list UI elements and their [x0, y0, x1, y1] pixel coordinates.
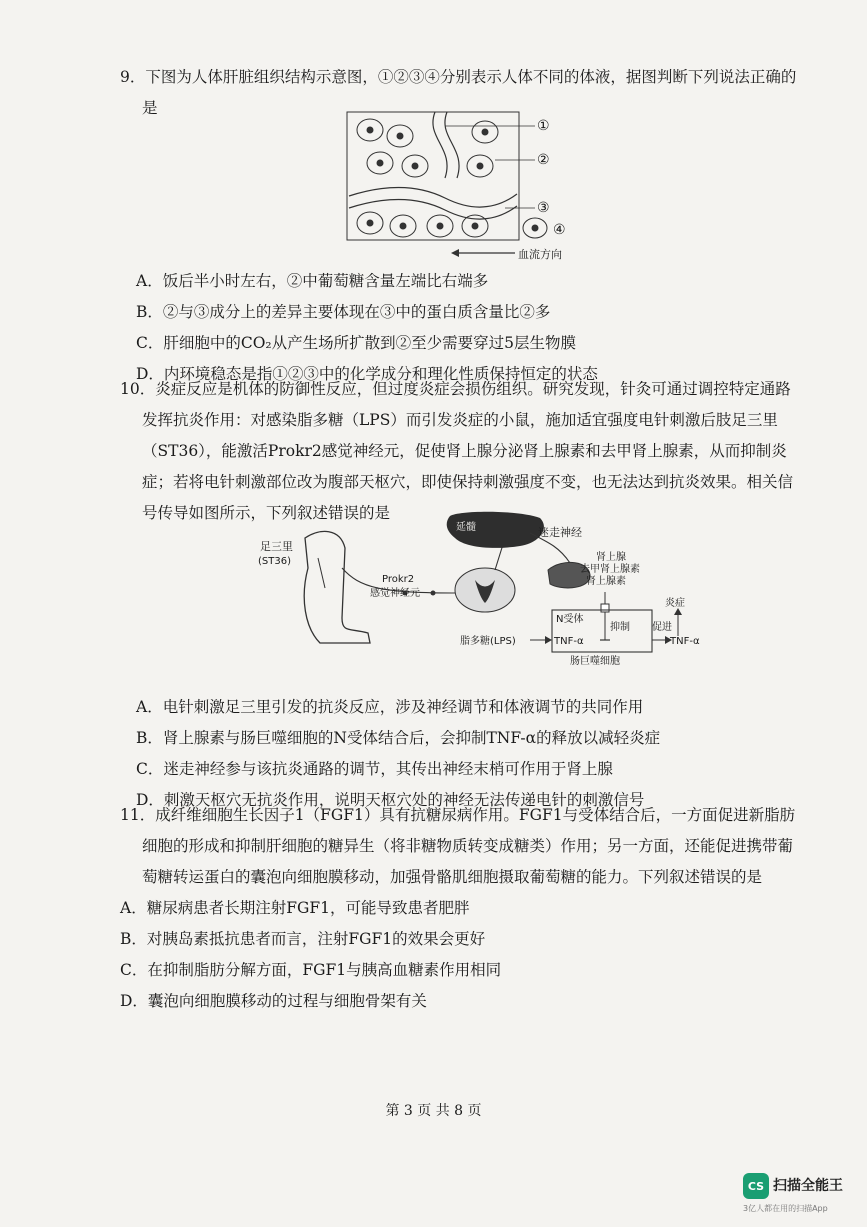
q11-option-d[interactable]: D．囊泡向细胞膜移动的过程与细胞骨架有关 — [120, 992, 427, 1010]
q9-option-c[interactable]: C．肝细胞中的CO₂从产生场所扩散到②至少需要穿过5层生物膜 — [136, 334, 577, 352]
q10-option-a[interactable]: A．电针刺激足三里引发的抗炎反应，涉及神经调节和体液调节的共同作用 — [136, 698, 644, 716]
fig-promote: 促进 — [652, 622, 672, 633]
q10-option-d[interactable]: D．刺激天枢穴无抗炎作用，说明天枢穴处的神经无法传递电针的刺激信号 — [136, 791, 645, 809]
question-10 — [120, 374, 800, 529]
fig-vagus-nerve: 迷走神经 — [538, 526, 582, 539]
fig-zusanli: 足三里 — [260, 540, 293, 553]
q11-option-a[interactable]: A．糖尿病患者长期注射FGF1，可能导致患者肥胖 — [120, 899, 470, 917]
question-10-options — [120, 692, 800, 816]
blood-flow-label: 血流方向 — [518, 248, 562, 261]
fig-epinephrine: 肾上腺素 — [586, 576, 626, 587]
question-9-stem: 9．下图为人体肝脏组织结构示意图，①②③④分别表示人体不同的体液，据图判断下列说法正确的是 — [120, 68, 797, 117]
fig-macrophage: 肠巨噬细胞 — [570, 656, 620, 667]
fig-norepinephrine: 去甲肾上腺素 — [580, 564, 640, 575]
fig-tnf-inside: TNF-α — [554, 636, 584, 647]
q10-option-c[interactable]: C．迷走神经参与该抗炎通路的调节，其传出神经末梢可作用于肾上腺 — [136, 760, 613, 778]
signal-pathway-svg — [250, 508, 710, 678]
question-11 — [120, 800, 800, 1017]
q11-option-b[interactable]: B．对胰岛素抵抗患者而言，注射FGF1的效果会更好 — [120, 930, 486, 948]
liver-tissue-diagram — [345, 108, 575, 263]
q11-option-c[interactable]: C．在抑制脂肪分解方面，FGF1与胰高血糖素作用相同 — [120, 961, 502, 979]
liver-tissue-svg — [345, 108, 575, 263]
label-2: ② — [537, 152, 550, 168]
camscanner-logo-icon: CS — [743, 1173, 769, 1199]
camscanner-slogan: 3亿人都在用的扫描App — [743, 1204, 828, 1213]
fig-inflammation: 炎症 — [665, 598, 685, 609]
q9-option-a[interactable]: A．饭后半小时左右，②中葡萄糖含量左端比右端多 — [136, 272, 489, 290]
scanner-watermark — [743, 1169, 855, 1217]
q9-option-d[interactable]: D．内环境稳态是指①②③中的化学成分和理化性质保持恒定的状态 — [136, 365, 598, 383]
fig-adrenal-gland: 肾上腺 — [596, 552, 626, 563]
signal-pathway-diagram — [250, 508, 710, 678]
fig-st36: (ST36) — [258, 556, 291, 567]
page-number: 第 3 页 共 8 页 — [385, 1103, 482, 1119]
fig-lps: 脂多糖(LPS) — [460, 636, 516, 647]
question-10-stem: 10．炎症反应是机体的防御性反应，但过度炎症会损伤组织。研究发现，针灸可通过调控特定通路发挥抗炎作用：对感染脂多糖（LPS）而引发炎症的小鼠，施加适宜强度电针刺激后肢足三里（ST36），能激活Prokr2感觉神经元，促使肾上腺分泌肾上腺素和去甲肾上腺素，从而抑制炎症；若将电针刺激部位改为腹部天枢穴，即使保持刺激强度不变，也无法达到抗炎效果。相关信号传导如图所示，下列叙述错误的是 — [120, 380, 794, 522]
fig-prokr2: Prokr2 — [382, 574, 415, 585]
fig-medulla: 延髓 — [456, 522, 476, 533]
fig-inhibit: 抑制 — [610, 622, 630, 633]
fig-n-receptor: N受体 — [556, 614, 584, 625]
question-11-stem: 11．成纤维细胞生长因子1（FGF1）具有抗糖尿病作用。FGF1与受体结合后，一方面促进新脂肪细胞的形成和抑制肝细胞的糖异生（将非糖物质转变成糖类）作用；另一方面，还能促进携带葡萄糖转运蛋白的囊泡向细胞膜移动，加强骨骼肌细胞摄取葡萄糖的能力。下列叙述错误的是 — [120, 806, 796, 886]
question-9-options — [120, 266, 800, 390]
label-4: ④ — [553, 222, 566, 238]
q9-option-b[interactable]: B．②与③成分上的差异主要体现在③中的蛋白质含量比②多 — [136, 303, 551, 321]
fig-tnf-outside: TNF-α — [670, 636, 700, 647]
label-1: ① — [537, 118, 550, 134]
fig-sensory-neuron: 感觉神经元 — [370, 588, 420, 599]
camscanner-brand: 扫描全能王 — [773, 1178, 843, 1194]
label-3: ③ — [537, 200, 550, 216]
q10-option-b[interactable]: B．肾上腺素与肠巨噬细胞的N受体结合后，会抑制TNF-α的释放以减轻炎症 — [136, 729, 661, 747]
